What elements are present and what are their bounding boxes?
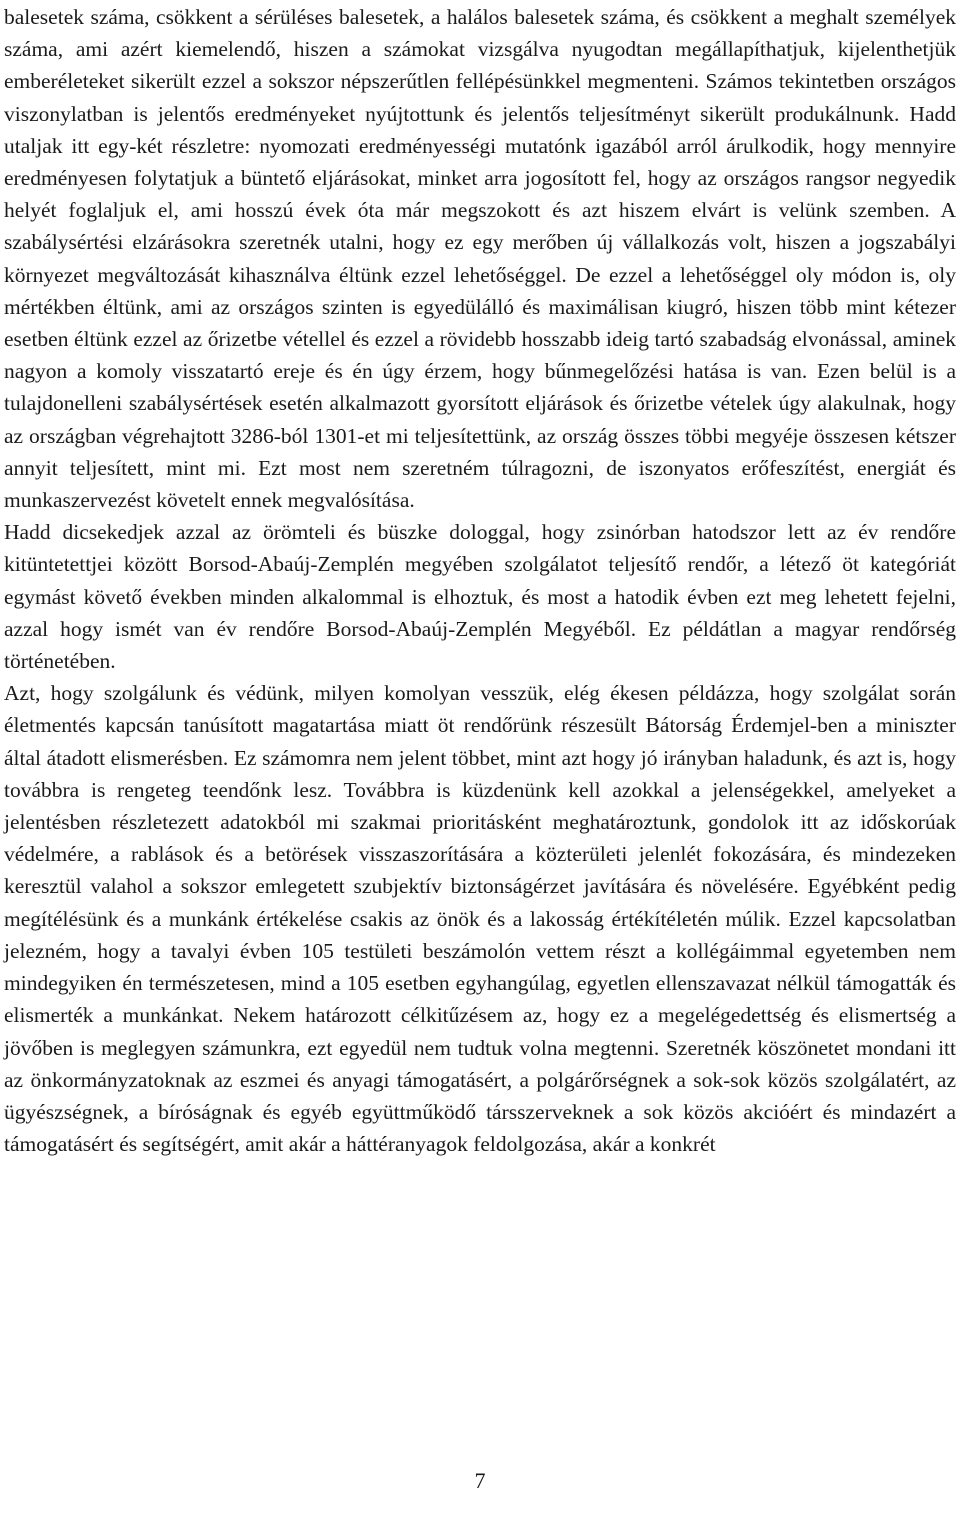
body-text	[4, 1, 956, 1160]
paragraph-2: Hadd dicsekedjek azzal az örömteli és büszke dologgal, hogy zsinórban hatodszor lett az év rendőre kitüntetettjei között Borsod-Abaúj-Zemplén megyében szolgálatot teljesítő rendőr, a létező öt kategóriát egymást követő években minden alkalommal is elhoztuk, és most a hatodik évben ezt meg lehetett fejelni, azzal hogy ismét van év rendőre Borsod-Abaúj-Zemplén Megyéből. Ez példátlan a magyar rendőrség történetében.	[4, 520, 956, 674]
paragraph-1: balesetek száma, csökkent a sérüléses balesetek, a halálos balesetek száma, és csökkent a meghalt személyek száma, ami azért kiemelendő, hiszen a számokat vizsgálva nyugodtan megállapíthatjuk, kijelenthetjük emberéleteket sikerült ezzel a sokszor népszerűtlen fellépésünkkel megmenteni. Számos tekintetben országos viszonylatban is jelentős eredményeket nyújtottunk és jelentős teljesítményt sikerült produkálnunk. Hadd utaljak itt egy-két részletre: nyomozati eredményességi mutatónk igazából arról árulkodik, hogy mennyire eredményesen folytatjuk a büntető eljárásokat, minket arra jogosított fel, hogy az országos rangsor negyedik helyét foglaljuk el, ami hosszú évek óta már megszokott és azt hiszem elvárt is velünk szemben. A szabálysértési elzárásokra szeretnék utalni, hogy ez egy merőben új vállalkozás volt, hiszen a jogszabályi környezet megváltozását kihasználva éltünk ezzel lehetőséggel. De ezzel a lehetőséggel oly módon is, oly mértékben éltünk, ami az országos szinten is egyedülálló és maximálisan kiugró, hiszen több mint kétezer esetben éltünk ezzel az őrizetbe vétellel és ezzel a rövidebb hosszabb ideig tartó szabadság elvonással, aminek nagyon a komoly visszatartó ereje és én úgy érzem, hogy bűnmegelőzési hatása is van. Ezen belül is a tulajdonelleni szabálysértések esetén alkalmazott gyorsított eljárások és őrizetbe vételek úgy alakulnak, hogy az országban végrehajtott 3286-ból 1301-et mi teljesítettünk, az ország összes többi megyéje összesen kétszer annyit teljesített, mint mi. Ezt most nem szeretném túlragozni, de iszonyatos erőfeszítést, energiát és munkaszervezést követelt ennek megvalósítása.	[4, 5, 956, 513]
page-number: 7	[474, 1468, 486, 1493]
paragraph-3: Azt, hogy szolgálunk és védünk, milyen komolyan vesszük, elég ékesen példázza, hogy szolgálat során életmentés kapcsán tanúsított magatartása miatt öt rendőrünk részesült Bátorság Érdemjel-ben a miniszter által átadott elismerésben. Ez számomra nem jelent többet, mint azt hogy jó irányban haladunk, és azt is, hogy továbbra is rengeteg teendőnk lesz. Továbbra is küzdenünk kell azokkal a jelenségekkel, amelyeket a jelentésben részletezett adatokból mi szakmai prioritásként meghatároztunk, gondolok itt az időskorúak védelmére, a rablások és a betörések visszaszorítására a közterületi jelenlét fokozására, és mindezeken keresztül valahol a sokszor emlegetett szubjektív biztonságérzet javítására és növelésére. Egyébként pedig megítélésünk és a munkánk értékelése csakis az önök és a lakosság értékítéletén múlik. Ezzel kapcsolatban jelezném, hogy a tavalyi évben 105 testületi beszámolón vettem részt a kollégáimmal egyetemben nem mindegyiken én természetesen, mind a 105 esetben egyhangúlag, egyetlen ellenszavazat nélkül támogatták és elismerték a munkánkat. Nekem határozott célkitűzésem az, hogy ez a megelégedettség és elismertség a jövőben is meglegyen számunkra, ezt egyedül nem tudtuk volna megtenni. Szeretnék köszönetet mondani itt az önkormányzatoknak az eszmei és anyagi támogatásért, a polgárőrségnek a sok-sok közös szolgálatért, az ügyészségnek, a bíróságnak és egyéb együttműködő társszerveknek a sok közös akcióért és mindazért a támogatásért és segítségért, amit akár a háttéranyagok feldolgozása, akár a konkrét	[4, 681, 956, 1157]
